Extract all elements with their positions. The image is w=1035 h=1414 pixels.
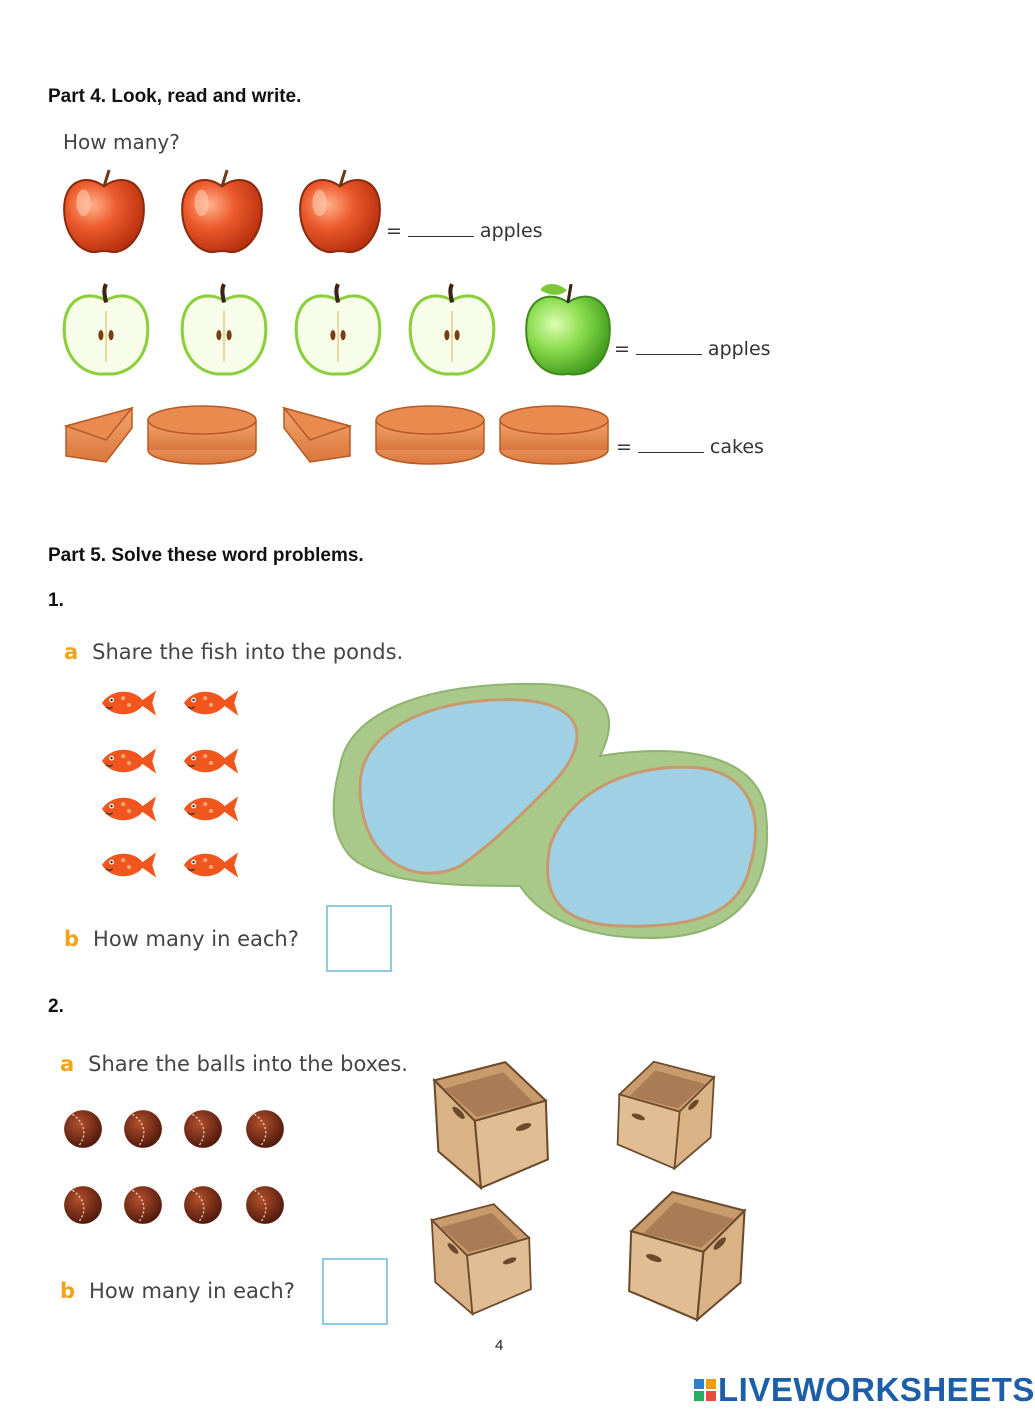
ball-icon [244, 1184, 286, 1226]
question-1b [64, 927, 299, 951]
answer-row-3 [616, 436, 764, 458]
brand-grid-icon [694, 1379, 716, 1401]
ball-icon [122, 1108, 164, 1150]
question-2b [60, 1279, 295, 1303]
half-apple-icon [60, 278, 152, 380]
unit-label: apples [707, 338, 771, 360]
answer-blank-2[interactable] [636, 340, 702, 355]
answer-box-1[interactable] [326, 905, 392, 972]
equals-sign: = [614, 338, 630, 360]
question-2-number: 2. [48, 996, 64, 1017]
ball-icon [122, 1184, 164, 1226]
letter-b: b [64, 927, 80, 951]
ball-icon [62, 1108, 104, 1150]
question-1b-text: How many in each? [93, 927, 299, 951]
half-apple-icon [406, 278, 498, 380]
ball-icon [62, 1184, 104, 1226]
question-2b-text: How many in each? [89, 1279, 295, 1303]
answer-blank-3[interactable] [638, 438, 704, 453]
brand-name: LIVEWORKSHEETS [718, 1371, 1035, 1408]
fish-icon [180, 792, 242, 826]
balls-group [62, 1108, 292, 1228]
page-number: 4 [495, 1337, 504, 1354]
answer-blank-1[interactable] [408, 222, 474, 237]
equals-sign: = [386, 220, 402, 242]
fish-icon [180, 686, 242, 720]
red-apple-icon [294, 166, 386, 258]
question-2a-text: Share the balls into the boxes. [88, 1052, 408, 1076]
fish-icon [98, 744, 160, 778]
box-icon [620, 1190, 766, 1324]
red-apple-icon [58, 166, 150, 258]
green-apple-icon [522, 278, 614, 380]
red-apples-group [58, 166, 388, 258]
green-apples-group [60, 278, 620, 382]
answer-row-2 [614, 338, 771, 360]
cake-slice-icon [62, 404, 136, 466]
question-2a [60, 1052, 408, 1076]
cake-icon [146, 404, 258, 466]
answer-row-1 [386, 220, 543, 242]
half-apple-icon [292, 278, 384, 380]
fish-icon [180, 744, 242, 778]
question-1a-text: Share the fish into the ponds. [92, 640, 404, 664]
ball-icon [182, 1184, 224, 1226]
ball-icon [244, 1108, 286, 1150]
fish-icon [180, 848, 242, 882]
fish-group [98, 686, 248, 886]
letter-a: a [64, 640, 79, 664]
fish-icon [98, 792, 160, 826]
part5-heading: Part 5. Solve these word problems. [48, 545, 364, 566]
fish-icon [98, 686, 160, 720]
box-icon [414, 1202, 538, 1318]
letter-b: b [60, 1279, 76, 1303]
half-apple-icon [178, 278, 270, 380]
answer-box-2[interactable] [322, 1258, 388, 1325]
how-many-prompt: How many? [63, 130, 180, 154]
brand-logo [694, 1370, 1035, 1410]
box-icon [414, 1060, 556, 1192]
cake-icon [374, 404, 486, 466]
letter-a: a [60, 1052, 75, 1076]
part4-heading: Part 4. Look, read and write. [48, 86, 302, 107]
ball-icon [182, 1108, 224, 1150]
fish-icon [98, 848, 160, 882]
question-1-number: 1. [48, 590, 64, 611]
equals-sign: = [616, 436, 632, 458]
cake-icon [498, 404, 610, 466]
cakes-group [62, 400, 622, 472]
unit-label: cakes [709, 436, 764, 458]
red-apple-icon [176, 166, 268, 258]
cake-slice-icon [280, 404, 354, 466]
unit-label: apples [479, 220, 543, 242]
question-1a [64, 640, 403, 664]
box-icon [608, 1060, 734, 1172]
